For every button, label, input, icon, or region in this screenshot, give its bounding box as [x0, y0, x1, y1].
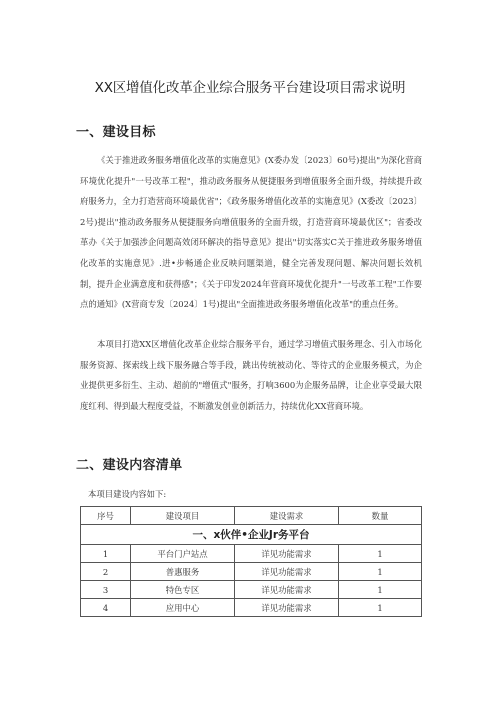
- cell-quantity: 1: [339, 545, 422, 563]
- header-quantity: 数量: [339, 507, 422, 525]
- cell-project: 普惠服务: [131, 563, 235, 581]
- goals-paragraph-1: 《关于推进政务服务增值化改革的实施意见》(X委办发〔2023〕60号)提出"为深化营商环境优化提升"一号改革工程"，推动政务服务从便捷服务到增值服务全面升级，持续提升政府服务力，全力打造营商环境最优省"；《政务服务增值化改革的实施意见》(X委改〔2023〕2号)提出"推动政务服务从便捷服务向增值服务的全面升级，打造营商环境最优区"；省委改革办《关于加强涉企问题高效闭环解决的指导意见》提出"切实落实C关于推进政务服务增值化改革的实施意见》.进•步畅通企业反映问题渠道，健全完善发现问题、解决问题长效机制，提升企业满意度和获得感"；《关于印发2024年营商环境优化提升"一号改革工程"工作要点的通知》(X营商专发〔2024〕1号)提出"全面推进政务服务增值化改革"的重点任务。: [80, 155, 422, 310]
- table-section-title: 一、x伙伴•企业Jr务平台: [81, 525, 422, 545]
- cell-project: 特色专区: [131, 581, 235, 599]
- cell-index: 1: [81, 545, 131, 563]
- cell-index: 2: [81, 563, 131, 581]
- cell-index: 3: [81, 581, 131, 599]
- requirements-table: [80, 506, 422, 617]
- header-project: 建设项目: [131, 507, 235, 525]
- cell-index: 4: [81, 599, 131, 617]
- table-section-row: [81, 525, 422, 545]
- cell-project: 应用中心: [131, 599, 235, 617]
- cell-quantity: 1: [339, 581, 422, 599]
- header-requirement: 建设需求: [235, 507, 339, 525]
- cell-requirement: 详见功能需求: [235, 581, 339, 599]
- table-row: [81, 545, 422, 563]
- goals-paragraph-2: 本项目打造XX区增值化改革企业综合服务平台，通过学习增值式服务理念、引入市场化服务资源、探索线上线下服务融合等手段，跳出传统被动化、等待式的企业服务模式，为企业提供更多衍生、主动、超前的"增值式"服务，打响3600为企服务品牌，让企业享受最大限度红利、得到最大程度受益，不断激发创业创新活力，持续优化XX营商环境。: [80, 339, 422, 411]
- table-intro-text: 本项目建设内容如下:: [88, 489, 167, 499]
- cell-quantity: 1: [339, 599, 422, 617]
- cell-quantity: 1: [339, 563, 422, 581]
- cell-requirement: 详见功能需求: [235, 563, 339, 581]
- cell-requirement: 详见功能需求: [235, 599, 339, 617]
- cell-project: 平台门户站点: [131, 545, 235, 563]
- document-title: XX区增值化改革企业综合服务平台建设项目需求说明: [94, 80, 406, 96]
- table-row: [81, 563, 422, 581]
- table-header-row: [81, 507, 422, 525]
- table-row: [81, 581, 422, 599]
- section-heading-content-list: 二、建设内容清单: [76, 458, 183, 473]
- table-row: [81, 599, 422, 617]
- header-index: 序号: [81, 507, 131, 525]
- cell-requirement: 详见功能需求: [235, 545, 339, 563]
- section-heading-goals: 一、建设目标: [76, 125, 156, 140]
